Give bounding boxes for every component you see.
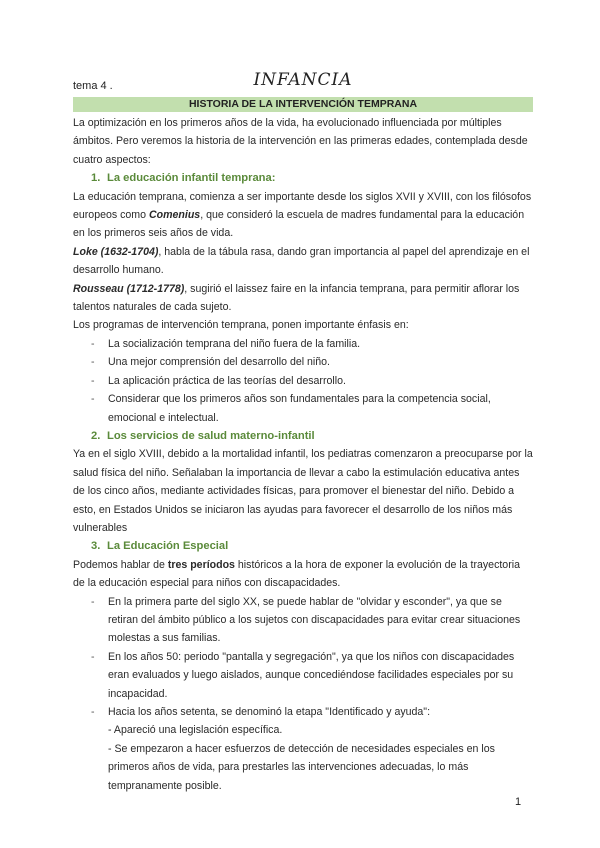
list-item-sub: - Se empezaron a hacer esfuerzos de detección de necesidades especiales en los primeros años de vida, para prestarles las intervenciones adecuadas, lo más tempranamente posible. bbox=[108, 742, 495, 792]
tres-periodos-bold: tres períodos bbox=[167, 558, 235, 571]
comenius-name: Comenius bbox=[148, 209, 201, 222]
list-item: - La aplicación práctica de las teorías del desarrollo. bbox=[91, 372, 533, 390]
section-3-heading bbox=[73, 537, 533, 555]
section-3-p1-text-a: Podemos hablar de bbox=[73, 558, 168, 571]
list-item: - En los años 50: periodo "pantalla y segregación", ya que los niños con discapacidades eran evaluados y luego aislados, aunque concediéndose facilidades especiales por su incapacidad. bbox=[91, 648, 533, 703]
loke-name: Loke (1632-1704) bbox=[73, 245, 159, 258]
section-1-p2-text: , habla de la tábula rasa, dando gran importancia al papel del aprendizaje en el desarrollo humano. bbox=[73, 245, 530, 277]
list-item: - Considerar que los primeros años son fundamentales para la competencia social, emocional e intelectual. bbox=[91, 390, 533, 427]
section-1-paragraph-1 bbox=[73, 188, 533, 243]
list-item bbox=[91, 703, 533, 795]
list-item: - La socialización temprana del niño fuera de la familia. bbox=[91, 335, 533, 353]
section-2-paragraph-1: Ya en el siglo XVIII, debido a la mortalidad infantil, los pediatras comenzaron a preocuparse por la salud física del niño. Señalaban la importancia de llevar a cabo la estimulación educativa antes de los cinco años, mediante actividades físicas, para promover el bienestar del niño. Debido a esto, en Estados Unidos se iniciaron las ayudas para favorecer el desarrollo de los niños más vulnerables bbox=[73, 448, 533, 534]
section-1-number: 1. bbox=[91, 172, 101, 185]
section-2-heading bbox=[73, 427, 533, 445]
section-1-list bbox=[73, 335, 533, 427]
section-3-title: La Educación Especial bbox=[107, 540, 229, 553]
section-banner: HISTORIA DE LA INTERVENCIÓN TEMPRANA bbox=[73, 97, 533, 112]
section-1-p1-text-b: , que consideró la escuela de madres fundamental para la educación en los primeros seis años de vida. bbox=[73, 209, 525, 240]
document-body bbox=[73, 114, 533, 795]
page-number: 1 bbox=[515, 796, 522, 808]
section-3-number: 3. bbox=[91, 540, 101, 553]
section-1-p3-text: , sugirió el laissez faire en la infancia temprana, para permitir aflorar los talentos naturales de cada sujeto. bbox=[73, 282, 520, 314]
section-1-heading bbox=[73, 169, 533, 187]
section-2-number: 2. bbox=[91, 429, 101, 442]
section-1-paragraph-4: Los programas de intervención temprana, ponen importante énfasis en: bbox=[73, 319, 409, 332]
page-title: INFANCIA bbox=[253, 70, 353, 90]
list-item-sub: - Apareció una legislación específica. bbox=[108, 724, 283, 737]
list-item: - En la primera parte del siglo XX, se puede hablar de "olvidar y esconder", ya que se retiran del ámbito público a los sujetos con discapacidades para evitar crear situaciones molestas a sus familias. bbox=[91, 593, 533, 648]
list-item-main: - Hacia los años setenta, se denominó la etapa "Identificado y ayuda": bbox=[108, 706, 431, 718]
section-3-paragraph-1 bbox=[73, 556, 533, 593]
section-3-p1-text-b: históricos a la hora de exponer la evolución de la trayectoria de la educación especial para niños con discapacidades. bbox=[73, 558, 520, 590]
section-1-paragraph-3 bbox=[73, 280, 533, 317]
header-row bbox=[73, 70, 533, 96]
rousseau-name: Rousseau (1712-1778) bbox=[73, 282, 185, 295]
section-1-p1-text-a: La educación temprana, comienza a ser importante desde los siglos XVII y XVIII, con los filósofos europeos como bbox=[73, 190, 532, 222]
topic-label: tema 4 . bbox=[73, 80, 113, 92]
section-2-title: Los servicios de salud materno-infantil bbox=[107, 429, 315, 442]
section-1-title: La educación infantil temprana: bbox=[107, 172, 276, 185]
list-item: - Una mejor comprensión del desarrollo del niño. bbox=[91, 353, 533, 371]
section-1-paragraph-2 bbox=[73, 243, 533, 280]
section-3-list bbox=[73, 593, 533, 795]
intro-paragraph: La optimización en los primeros años de la vida, ha evolucionado influenciada por múltiples ámbitos. Pero veremos la historia de la intervención en las primeras edades, contemplada desde cuatro aspectos: bbox=[73, 117, 528, 166]
